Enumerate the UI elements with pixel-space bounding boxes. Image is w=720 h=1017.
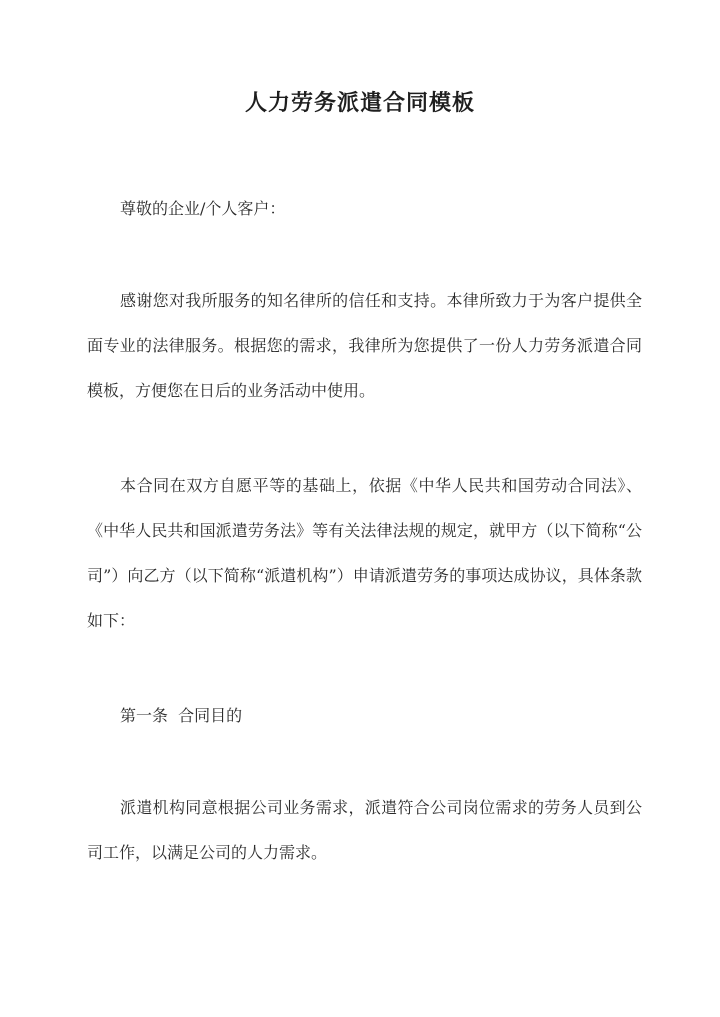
intro-paragraph: 感谢您对我所服务的知名律所的信任和支持。本律所致力于为客户提供全面专业的法律服务。根据您的需求，我律所为您提供了一份人力劳务派遣合同模板，方便您在日后的业务活动中使用。 — [87, 291, 642, 400]
document-title: 人力劳务派遣合同模板 — [244, 90, 475, 116]
salutation: 尊敬的企业/个人客户： — [120, 199, 286, 218]
article-heading: 第一条 合同目的 — [120, 706, 243, 725]
article-body-paragraph: 派遣机构同意根据公司业务需求，派遣符合公司岗位需求的劳务人员到公司工作，以满足公司的人力需求。 — [87, 798, 642, 862]
legal-basis-paragraph: 本合同在双方自愿平等的基础上，依据《中华人民共和国劳动合同法》、《中华人民共和国派遣劳务法》等有关法律法规的规定，就甲方（以下简称“公司”）向乙方（以下简称“派遣机构”）申请派遣劳务的事项达成协议，具体条款如下： — [87, 476, 642, 630]
